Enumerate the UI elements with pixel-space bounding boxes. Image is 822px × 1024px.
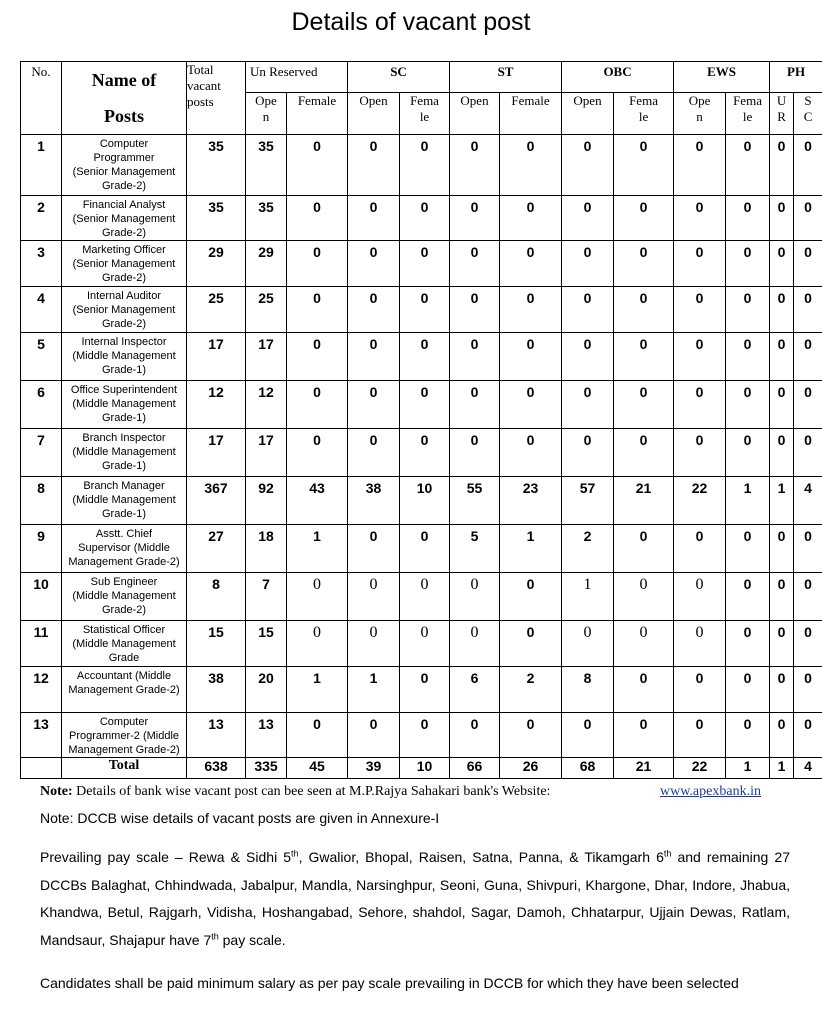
- cell-ews-open: 0: [674, 573, 726, 621]
- total-ews-open: 22: [674, 758, 726, 779]
- cell-ph-ur: 0: [770, 196, 794, 241]
- cell-ur-female: 0: [287, 135, 348, 196]
- cell-ph-ur: 1: [770, 477, 794, 525]
- cell-total: 38: [187, 667, 246, 713]
- cell-ews-female: 0: [726, 241, 770, 287]
- cell-st-open: 0: [450, 287, 500, 333]
- cell-ur-female: 0: [287, 333, 348, 381]
- post-name-line: Internal Auditor: [87, 290, 161, 302]
- header-unreserved: Un Reserved: [246, 62, 348, 93]
- total-label: Total: [62, 758, 187, 779]
- apexbank-link[interactable]: www.apexbank.in: [660, 784, 761, 799]
- post-name-line: Grade-1): [101, 508, 147, 520]
- cell-total: 15: [187, 621, 246, 667]
- post-name-line: Management Grade-2): [68, 556, 180, 568]
- cell-sc-female: 0: [400, 135, 450, 196]
- header-st-female: Female: [500, 93, 562, 135]
- cell-obc-open: 1: [562, 573, 614, 621]
- cell-ph-ur: 0: [770, 573, 794, 621]
- cell-sc-female: 0: [400, 381, 450, 429]
- post-name-line: Grade-2): [101, 272, 147, 284]
- cell-ur-open: 13: [246, 713, 287, 758]
- cell-st-open: 0: [450, 429, 500, 477]
- cell-ews-female: 0: [726, 333, 770, 381]
- cell-ph-sc: 0: [794, 196, 822, 241]
- header-sc-open: Open: [348, 93, 400, 135]
- note-website: [40, 784, 800, 800]
- cell-sc-open: 0: [348, 196, 400, 241]
- cell-ews-open: 0: [674, 333, 726, 381]
- cell-ph-ur: 0: [770, 667, 794, 713]
- cell-sc-open: 0: [348, 241, 400, 287]
- cell-ph-ur: 0: [770, 381, 794, 429]
- cell-ph-sc: 0: [794, 287, 822, 333]
- cell-st-open: 0: [450, 713, 500, 758]
- total-total: 638: [187, 758, 246, 779]
- cell-st-female: 0: [500, 196, 562, 241]
- cell-ur-female: 0: [287, 429, 348, 477]
- post-name-line: Office Superintendent: [70, 384, 178, 396]
- cell-sc-open: 0: [348, 135, 400, 196]
- cell-obc-female: 0: [614, 525, 674, 573]
- cell-ur-open: 92: [246, 477, 287, 525]
- cell-sc-female: 0: [400, 525, 450, 573]
- cell-obc-open: 0: [562, 287, 614, 333]
- header-ph: PH: [770, 62, 822, 93]
- total-ur-female: 45: [287, 758, 348, 779]
- cell-sc-open: 0: [348, 429, 400, 477]
- table-row: [21, 196, 822, 241]
- cell-ews-open: 0: [674, 713, 726, 758]
- post-name-line: (Middle Management: [72, 350, 176, 362]
- cell-ur-female: 0: [287, 287, 348, 333]
- cell-ph-ur: 0: [770, 429, 794, 477]
- cell-ur-female: 43: [287, 477, 348, 525]
- post-name-line: Supervisor (Middle: [78, 542, 170, 554]
- table-row: [21, 287, 822, 333]
- cell-total: 12: [187, 381, 246, 429]
- post-name-line: Programmer-2 (Middle: [68, 730, 180, 742]
- cell-st-open: 0: [450, 573, 500, 621]
- cell-ews-female: 0: [726, 667, 770, 713]
- post-name-line: Branch Manager: [83, 480, 165, 492]
- cell-sc-female: 0: [400, 573, 450, 621]
- cell-sc-female: 0: [400, 621, 450, 667]
- header-name-line1: Name of: [91, 70, 157, 90]
- header-ews: EWS: [674, 62, 770, 93]
- cell-ur-open: 17: [246, 429, 287, 477]
- cell-ur-female: 0: [287, 196, 348, 241]
- note-website-text: Details of bank wise vacant post can bee seen at M.P.Rajya Sahakari bank's Website:: [76, 784, 551, 799]
- cell-ur-female: 0: [287, 713, 348, 758]
- total-row-empty: [21, 758, 62, 779]
- post-name: [62, 525, 187, 573]
- header-obc: OBC: [562, 62, 674, 93]
- row-number: 9: [21, 525, 62, 573]
- cell-sc-open: 0: [348, 333, 400, 381]
- cell-sc-open: 0: [348, 381, 400, 429]
- cell-total: 29: [187, 241, 246, 287]
- cell-ur-open: 35: [246, 135, 287, 196]
- header-total-line1: Total: [187, 62, 214, 77]
- cell-ews-open: 0: [674, 525, 726, 573]
- cell-sc-open: 0: [348, 573, 400, 621]
- cell-sc-open: 0: [348, 621, 400, 667]
- cell-obc-female: 0: [614, 333, 674, 381]
- cell-total: 17: [187, 333, 246, 381]
- cell-st-open: 0: [450, 241, 500, 287]
- row-number: 12: [21, 667, 62, 713]
- row-number: 5: [21, 333, 62, 381]
- cell-ews-open: 0: [674, 135, 726, 196]
- cell-ph-ur: 0: [770, 621, 794, 667]
- cell-sc-female: 10: [400, 477, 450, 525]
- cell-obc-open: 57: [562, 477, 614, 525]
- cell-st-female: 0: [500, 621, 562, 667]
- post-name-line: Grade: [108, 652, 140, 664]
- post-name: [62, 667, 187, 713]
- cell-st-female: 0: [500, 333, 562, 381]
- cell-ph-sc: 0: [794, 333, 822, 381]
- cell-sc-female: 0: [400, 667, 450, 713]
- header-sc: SC: [348, 62, 450, 93]
- cell-ews-open: 0: [674, 241, 726, 287]
- cell-ph-sc: 0: [794, 573, 822, 621]
- cell-ur-open: 15: [246, 621, 287, 667]
- header-sc-female: Fema le: [400, 93, 450, 135]
- total-st-open: 66: [450, 758, 500, 779]
- cell-sc-female: 0: [400, 196, 450, 241]
- cell-ews-open: 0: [674, 621, 726, 667]
- post-name: [62, 381, 187, 429]
- cell-st-female: 0: [500, 573, 562, 621]
- cell-ews-open: 0: [674, 667, 726, 713]
- header-ph-ur: U R: [770, 93, 794, 135]
- cell-obc-open: 0: [562, 713, 614, 758]
- post-name: [62, 429, 187, 477]
- cell-ews-female: 1: [726, 477, 770, 525]
- total-obc-open: 68: [562, 758, 614, 779]
- page-title: Details of vacant post: [291, 8, 531, 36]
- cell-sc-open: 1: [348, 667, 400, 713]
- cell-ur-female: 0: [287, 573, 348, 621]
- total-obc-female: 21: [614, 758, 674, 779]
- table-row: [21, 429, 822, 477]
- cell-st-open: 0: [450, 333, 500, 381]
- cell-total: 35: [187, 196, 246, 241]
- post-name-line: (Middle Management: [72, 638, 176, 650]
- cell-ph-ur: 0: [770, 713, 794, 758]
- row-number: 10: [21, 573, 62, 621]
- post-name-line: Grade-2): [101, 227, 147, 239]
- post-name: [62, 196, 187, 241]
- post-name-line: Management Grade-2): [68, 684, 180, 696]
- cell-sc-open: 0: [348, 713, 400, 758]
- header-obc-female: Fema le: [614, 93, 674, 135]
- post-name: [62, 621, 187, 667]
- table-row: [21, 621, 822, 667]
- post-name-line: (Middle Management: [72, 590, 176, 602]
- row-number: 7: [21, 429, 62, 477]
- header-ur-female: Female: [287, 93, 348, 135]
- post-name-line: (Senior Management: [72, 304, 176, 316]
- candidates-salary-note: Candidates shall be paid minimum salary as per pay scale prevailing in DCCB for which they have been selected: [40, 975, 739, 991]
- header-st: ST: [450, 62, 562, 93]
- header-obc-open: Open: [562, 93, 614, 135]
- table-row: [21, 525, 822, 573]
- row-number: 6: [21, 381, 62, 429]
- cell-ews-female: 0: [726, 287, 770, 333]
- table-row: [21, 713, 822, 758]
- cell-st-female: 1: [500, 525, 562, 573]
- cell-ews-open: 0: [674, 429, 726, 477]
- note-annexure: Note: DCCB wise details of vacant posts are given in Annexure-I: [40, 810, 440, 826]
- cell-total: 13: [187, 713, 246, 758]
- cell-ur-open: 12: [246, 381, 287, 429]
- table-row: [21, 241, 822, 287]
- post-name-line: Accountant (Middle: [76, 670, 172, 682]
- cell-st-female: 0: [500, 241, 562, 287]
- cell-st-female: 23: [500, 477, 562, 525]
- cell-ph-sc: 0: [794, 621, 822, 667]
- cell-ews-open: 0: [674, 287, 726, 333]
- cell-obc-open: 8: [562, 667, 614, 713]
- post-name-line: Computer: [99, 138, 149, 150]
- post-name-line: Internal Inspector: [81, 336, 167, 348]
- post-name-line: Financial Analyst: [82, 199, 166, 211]
- post-name-line: Grade-1): [101, 364, 147, 376]
- header-name-line2: Posts: [104, 106, 144, 126]
- row-number: 1: [21, 135, 62, 196]
- cell-ur-open: 35: [246, 196, 287, 241]
- cell-ur-female: 0: [287, 381, 348, 429]
- cell-sc-open: 0: [348, 287, 400, 333]
- post-name-line: (Senior Management: [72, 213, 176, 225]
- vacant-post-table: [20, 61, 822, 779]
- cell-total: 35: [187, 135, 246, 196]
- cell-ur-female: 0: [287, 621, 348, 667]
- cell-obc-open: 0: [562, 621, 614, 667]
- cell-st-open: 0: [450, 135, 500, 196]
- cell-total: 367: [187, 477, 246, 525]
- cell-ur-open: 25: [246, 287, 287, 333]
- cell-st-open: 5: [450, 525, 500, 573]
- cell-obc-female: 21: [614, 477, 674, 525]
- cell-st-open: 0: [450, 621, 500, 667]
- cell-st-female: 0: [500, 713, 562, 758]
- cell-ews-open: 22: [674, 477, 726, 525]
- total-sc-female: 10: [400, 758, 450, 779]
- cell-ews-female: 0: [726, 621, 770, 667]
- table-row: [21, 333, 822, 381]
- cell-st-open: 0: [450, 381, 500, 429]
- cell-ews-female: 0: [726, 525, 770, 573]
- post-name-line: (Middle Management: [72, 446, 176, 458]
- table-row: [21, 135, 822, 196]
- cell-ur-open: 29: [246, 241, 287, 287]
- cell-st-open: 6: [450, 667, 500, 713]
- cell-ur-female: 1: [287, 525, 348, 573]
- pay-scale-paragraph: Prevailing pay scale – Rewa & Sidhi 5th, Gwalior, Bhopal, Raisen, Satna, Panna, & Tikamgarh 6th and remaining 27 DCCBs Balaghat, Chhindwada, Jabalpur, Mandla, Narsinghpur, Seoni, Guna, Shivpuri, Khargone, Dhar, Indore, Jhabua, Khandwa, Betul, Rajgarh, Vidisha, Hoshangabad, Sehore, shahdol, Sagar, Damoh, Chhatarpur, Ujjain Dewas, Ratlam, Mandsaur, Shajapur have 7th pay scale.: [40, 848, 790, 948]
- table-row: [21, 573, 822, 621]
- cell-st-female: 2: [500, 667, 562, 713]
- cell-st-open: 55: [450, 477, 500, 525]
- cell-ur-female: 1: [287, 667, 348, 713]
- post-name-line: Grade-2): [101, 180, 147, 192]
- post-name-line: Grade-1): [101, 412, 147, 424]
- cell-ph-ur: 0: [770, 135, 794, 196]
- row-number: 11: [21, 621, 62, 667]
- post-name-line: Management Grade-2): [68, 744, 180, 756]
- cell-obc-female: 0: [614, 713, 674, 758]
- cell-obc-open: 0: [562, 381, 614, 429]
- total-sc-open: 39: [348, 758, 400, 779]
- cell-ph-ur: 0: [770, 287, 794, 333]
- post-name: [62, 477, 187, 525]
- cell-ews-female: 0: [726, 135, 770, 196]
- cell-ews-open: 0: [674, 381, 726, 429]
- post-name-line: Programmer: [93, 152, 155, 164]
- header-ph-sc: S C: [794, 93, 822, 135]
- cell-obc-female: 0: [614, 241, 674, 287]
- cell-total: 25: [187, 287, 246, 333]
- total-row: [21, 758, 822, 779]
- cell-ur-open: 17: [246, 333, 287, 381]
- header-st-open: Open: [450, 93, 500, 135]
- cell-obc-open: 0: [562, 333, 614, 381]
- post-name-line: Branch Inspector: [82, 432, 166, 444]
- cell-sc-open: 0: [348, 525, 400, 573]
- cell-ur-female: 0: [287, 241, 348, 287]
- cell-obc-open: 0: [562, 135, 614, 196]
- cell-obc-open: 0: [562, 196, 614, 241]
- cell-obc-female: 0: [614, 196, 674, 241]
- post-name-line: Computer: [99, 716, 149, 728]
- cell-obc-female: 0: [614, 667, 674, 713]
- cell-obc-female: 0: [614, 429, 674, 477]
- cell-total: 8: [187, 573, 246, 621]
- header-ews-female: Fema le: [726, 93, 770, 135]
- post-name: [62, 333, 187, 381]
- cell-ur-open: 7: [246, 573, 287, 621]
- header-ews-open: Ope n: [674, 93, 726, 135]
- cell-ur-open: 18: [246, 525, 287, 573]
- post-name-line: Sub Engineer: [90, 576, 158, 588]
- cell-total: 27: [187, 525, 246, 573]
- header-ur-open: Ope n: [246, 93, 287, 135]
- cell-ph-sc: 0: [794, 135, 822, 196]
- cell-ph-ur: 0: [770, 525, 794, 573]
- post-name-line: Grade-2): [101, 318, 147, 330]
- cell-ph-ur: 0: [770, 241, 794, 287]
- cell-sc-female: 0: [400, 287, 450, 333]
- cell-st-female: 0: [500, 381, 562, 429]
- cell-st-female: 0: [500, 287, 562, 333]
- post-name-line: (Middle Management: [72, 398, 176, 410]
- post-name-line: (Senior Management: [72, 258, 176, 270]
- post-name-line: Marketing Officer: [82, 244, 166, 256]
- note-label: Note:: [40, 784, 73, 799]
- total-st-female: 26: [500, 758, 562, 779]
- cell-sc-open: 38: [348, 477, 400, 525]
- cell-total: 17: [187, 429, 246, 477]
- cell-ews-open: 0: [674, 196, 726, 241]
- total-ph-sc: 4: [794, 758, 822, 779]
- header-total-line3: posts: [187, 94, 214, 109]
- post-name: [62, 713, 187, 758]
- table-row: [21, 381, 822, 429]
- cell-ews-female: 0: [726, 573, 770, 621]
- total-ews-female: 1: [726, 758, 770, 779]
- table-row: [21, 667, 822, 713]
- cell-ph-sc: 0: [794, 525, 822, 573]
- cell-ews-female: 0: [726, 381, 770, 429]
- cell-sc-female: 0: [400, 333, 450, 381]
- post-name-line: (Senior Management: [72, 166, 176, 178]
- cell-st-open: 0: [450, 196, 500, 241]
- post-name-line: Grade-2): [101, 604, 147, 616]
- cell-sc-female: 0: [400, 241, 450, 287]
- total-ph-ur: 1: [770, 758, 794, 779]
- cell-ph-sc: 0: [794, 667, 822, 713]
- cell-ews-female: 0: [726, 429, 770, 477]
- table-row: [21, 477, 822, 525]
- cell-st-female: 0: [500, 135, 562, 196]
- cell-ews-female: 0: [726, 713, 770, 758]
- cell-obc-open: 0: [562, 241, 614, 287]
- cell-ews-female: 0: [726, 196, 770, 241]
- cell-ph-sc: 0: [794, 381, 822, 429]
- cell-ph-sc: 0: [794, 241, 822, 287]
- cell-obc-open: 0: [562, 429, 614, 477]
- post-name: [62, 241, 187, 287]
- post-name: [62, 287, 187, 333]
- cell-ur-open: 20: [246, 667, 287, 713]
- cell-obc-open: 2: [562, 525, 614, 573]
- post-name: [62, 135, 187, 196]
- header-total-line2: vacant: [187, 78, 221, 93]
- total-ur-open: 335: [246, 758, 287, 779]
- cell-ph-sc: 0: [794, 713, 822, 758]
- post-name-line: Asstt. Chief: [95, 528, 153, 540]
- cell-sc-female: 0: [400, 713, 450, 758]
- header-name-of-posts: [62, 62, 187, 135]
- row-number: 8: [21, 477, 62, 525]
- post-name-line: Grade-1): [101, 460, 147, 472]
- post-name-line: (Middle Management: [72, 494, 176, 506]
- header-total-vacant: [187, 62, 246, 135]
- header-no: No.: [21, 62, 62, 135]
- cell-ph-sc: 0: [794, 429, 822, 477]
- cell-ph-ur: 0: [770, 333, 794, 381]
- post-name: [62, 573, 187, 621]
- row-number: 2: [21, 196, 62, 241]
- cell-st-female: 0: [500, 429, 562, 477]
- row-number: 4: [21, 287, 62, 333]
- post-name-line: Statistical Officer: [82, 624, 166, 636]
- cell-obc-female: 0: [614, 287, 674, 333]
- cell-obc-female: 0: [614, 135, 674, 196]
- row-number: 3: [21, 241, 62, 287]
- cell-obc-female: 0: [614, 621, 674, 667]
- cell-ph-sc: 4: [794, 477, 822, 525]
- cell-obc-female: 0: [614, 381, 674, 429]
- cell-obc-female: 0: [614, 573, 674, 621]
- cell-sc-female: 0: [400, 429, 450, 477]
- row-number: 13: [21, 713, 62, 758]
